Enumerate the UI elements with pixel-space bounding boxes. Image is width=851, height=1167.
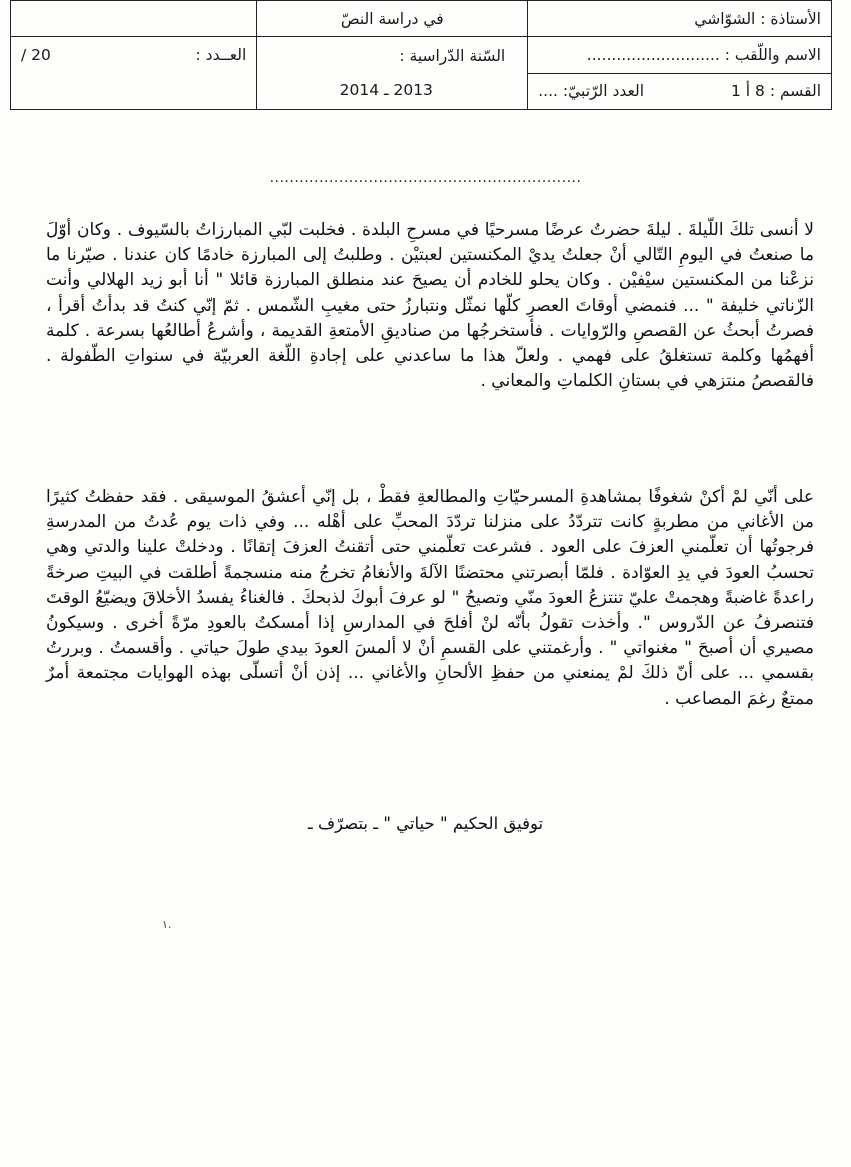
- grade-cell: [11, 37, 257, 110]
- page-mark: ١.: [162, 918, 172, 931]
- empty-top-cell: [11, 1, 257, 37]
- subject-label: في دراسة النصّ: [340, 9, 444, 28]
- school-year-value: 2013 ـ 2014: [339, 81, 433, 100]
- grade-label: العــدد :: [195, 46, 247, 65]
- source-attribution: توفيق الحكيم " حياتي " ـ بتصرّف ـ: [307, 814, 544, 833]
- name-cell: [528, 37, 832, 73]
- grade-value[interactable]: / 20: [21, 46, 51, 65]
- school-year-label: السّنة الدّراسية :: [399, 47, 506, 66]
- teacher-name: الأستاذة : الشوّاشي: [694, 9, 821, 28]
- school-year-cell: [257, 37, 528, 110]
- header-info-table: [10, 0, 832, 110]
- text-paragraph-2: على أنّي لمْ أكنْ شغوفًا بمشاهدةِ المسرحيّاتِ والمطالعةِ فقطْ ، بل إنّي أعشقُ الموسيقى . فقد حفظتُ كثيرًا من الأغاني من مطربةٍ كانت تتردّدُ على منزلنا تردّدَ المحبِّ على أهْله ... وفي ذات يوم عُدتُ من المدرسةِ فرجوتُها أن تعلّمني العزفَ على العود . فشرعت تعلّمني حتى أتقنتُ العزفَ إتقانًا . ودخلتْ علينا والدتي وهي تحسبُ العودَ في يدِ العوّادة . فلمّا أبصرتني محتضنًا الآلةَ والأنغامُ تخرجُ منه منسجمةً أطلقت في البيتِ صرخةً راعدةً غاضبةً وهجمتْ عليّ تنتزعُ العودَ منّي وتصيحُ " لو عرفَ أبوكَ لذبحكَ . فالغناءُ يفسدُ الأخلاقَ ويضيّعُ الوقتَ فتنصرفُ عن الدّروس ". وأخذت تقولُ بأنّه لنْ أفلحَ في المدارسِ إذا أمسكتُ بالعودِ مرّةً أخرى . وسيكونُ مصيري أن أصبحَ " مغنواتي " . وأرغمتني على القسمِ أنْ لا ألمسَ العودَ بيدي طولَ حياتي . وأقسمتُ . وبررتُ بقسمي ... على أنّ ذلكَ لمْ يمنعني من حفظِ الألحانِ والأغاني ... إذن أنْ أتسلّى بهذه الهوايات مجتمعة أمرٌ ممتعٌ رغمَ المصاعب .: [46, 487, 814, 709]
- text-paragraph-1: لا أنسى تلكَ اللّيلةَ . ليلةَ حضرتُ عرضًا مسرحيًا في مسرحِ البلدة . فخلبت لبّي المبارزاتُ بالسّيوف . وكان أوّلَ ما صنعتُ في اليومِ التّالي أنْ جعلتُ يديْ المكنستين لعبتيْن . وطلبتُ إلى المبارزة خادمًا كان عندنا . صيّرنا ما نزعْنا من المكنستين سيْفيْن . وكان يحلو للخادم أن يصيحَ عند منطلق المبارزة قائلا " أنا أبو زيد الهلالي وأنت الزّناتي خليفة " ... فنمضي أوقاتَ العصرِ كلّها نمثّل ونتبارزُ حتى مغيبِ الشّمس . ثمّ إنّي كنتُ قد بدأتُ أقرأ ، فصرتُ أبحثُ عن القصصِ والرّوايات . فأستخرجُها من صناديقِ الأمتعةِ القديمة ، وأشرعُ أطالعُها بسرعة . كلمة أفهمُها وكلمة تستغلقُ على فهمي . ولعلّ هذا ما ساعدني على إجادةِ اللّغة العربيّة في سنواتِ الطّفولة . فالقصصُ منتزهي في بستانِ الكلماتِ والمعاني .: [46, 220, 814, 392]
- class-cell: [528, 73, 832, 109]
- rank-field[interactable]: العدد الرّتبيّ: ....: [538, 82, 645, 101]
- teacher-cell: [528, 1, 832, 37]
- subject-cell: [257, 1, 528, 37]
- name-field[interactable]: الاسم واللّقب : ...........................: [586, 45, 821, 64]
- title-placeholder[interactable]: ...............................................................: [269, 170, 582, 186]
- class-label: القسم : 8 أ 1: [730, 82, 821, 101]
